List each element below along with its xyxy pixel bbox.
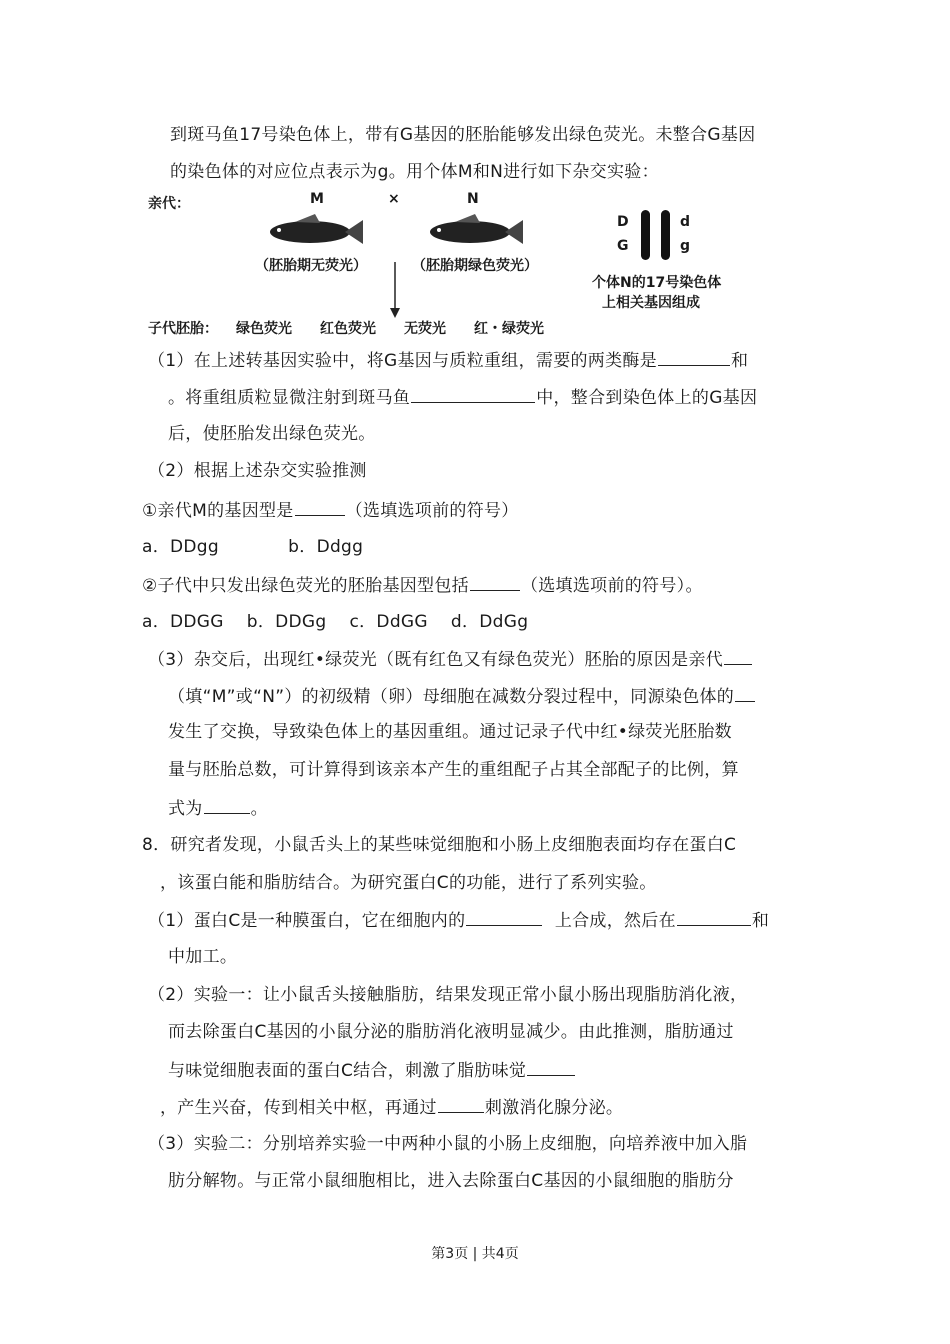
question-line: 肪分解物。与正常小鼠细胞相比，进入去除蛋白C基因的小鼠细胞的脂肪分 [168,1171,734,1191]
answer-blank[interactable] [295,497,345,516]
m-label: M [310,191,324,207]
allele-g: g [680,238,691,254]
question-line: （1）在上述转基因实验中，将G基因与质粒重组，需要的两类酶是 和 [148,347,748,373]
question-line: ①亲代M的基因型是 （选填选项前的符号） [142,497,519,523]
answer-blank[interactable] [411,384,535,403]
answer-blank[interactable] [204,795,250,814]
answer-blank[interactable] [735,683,755,702]
question-line: （2）根据上述杂交实验推测 [148,461,367,481]
allele-d: d [680,214,691,230]
answer-blank[interactable] [466,907,542,926]
m-caption: （胚胎期无荧光） [255,258,367,274]
offspring-label: 子代胚胎： [148,321,218,337]
offspring-red-green: 红・绿荧光 [474,321,544,337]
options-line: a．DDgg b．Ddgg [142,537,364,557]
text-line: 到斑马鱼17号染色体上，带有G基因的胚胎能够发出绿色荧光。未整合G基因 [170,125,756,145]
question-line: 8．研究者发现，小鼠舌头上的某些味觉细胞和小肠上皮细胞表面均存在蛋白C [142,835,737,855]
question-line: 而去除蛋白C基因的小鼠分泌的脂肪消化液明显减少。由此推测，脂肪通过 [168,1022,734,1042]
allele-G: G [617,238,629,254]
down-arrow-icon [388,262,402,318]
question-line: （2）实验一：让小鼠舌头接触脂肪，结果发现正常小鼠小肠出现脂肪消化液， [148,985,748,1005]
page-footer: 第3页 | 共4页 [431,1246,519,1262]
answer-blank[interactable] [658,347,730,366]
offspring-green: 绿色荧光 [236,321,292,337]
allele-D: D [617,214,629,230]
question-line: ②子代中只发出绿色荧光的胚胎基因型包括 （选填选项前的符号）。 [142,572,703,598]
question-line: 与味觉细胞表面的蛋白C结合，刺激了脂肪味觉 [168,1057,576,1083]
answer-blank[interactable] [527,1057,575,1076]
offspring-none: 无荧光 [404,321,446,337]
fish-m-icon [265,210,365,250]
question-line: 量与胚胎总数，可计算得到该亲本产生的重组配子占其全部配子的比例，算 [168,760,739,780]
parent-label: 亲代： [148,196,190,212]
n-label: N [467,191,479,207]
chromosome-caption: 上相关基因组成 [602,295,700,311]
question-line: 后，使胚胎发出绿色荧光。 [168,424,376,444]
cross-symbol: × [388,191,400,207]
options-line: a．DDGG b．DDGg c．DdGG d．DdGg [142,612,529,632]
question-line: 中加工。 [168,947,238,967]
question-line: 。将重组质粒显微注射到斑马鱼 中，整合到染色体上的G基因 [168,384,757,410]
question-line: ，产生兴奋，传到相关中枢，再通过 刺激消化腺分泌。 [160,1094,623,1120]
chromosome-caption: 个体N的17号染色体 [592,275,722,291]
answer-blank[interactable] [677,907,751,926]
text-line: 的染色体的对应位点表示为g。用个体M和N进行如下杂交实验： [170,162,659,182]
answer-blank[interactable] [724,646,752,665]
chromosome-icon [638,208,674,262]
answer-blank[interactable] [470,572,520,591]
question-line: （3）杂交后，出现红•绿荧光（既有红色又有绿色荧光）胚胎的原因是亲代 [148,646,753,672]
question-line: 发生了交换，导致染色体上的基因重组。通过记录子代中红•绿荧光胚胎数 [168,722,732,742]
offspring-red: 红色荧光 [320,321,376,337]
answer-blank[interactable] [438,1094,484,1113]
fish-n-icon [425,210,525,250]
question-line: ，该蛋白能和脂肪结合。为研究蛋白C的功能，进行了系列实验。 [160,873,657,893]
n-caption: （胚胎期绿色荧光） [412,258,538,274]
question-line: 式为 。 [168,795,268,821]
question-line: （填“M”或“N”）的初级精（卵）母细胞在减数分裂过程中，同源染色体的 [168,683,756,709]
question-line: （1）蛋白C是一种膜蛋白，它在细胞内的 上合成，然后在 和 [148,907,769,933]
question-line: （3）实验二：分别培养实验一中两种小鼠的小肠上皮细胞，向培养液中加入脂 [148,1134,748,1154]
